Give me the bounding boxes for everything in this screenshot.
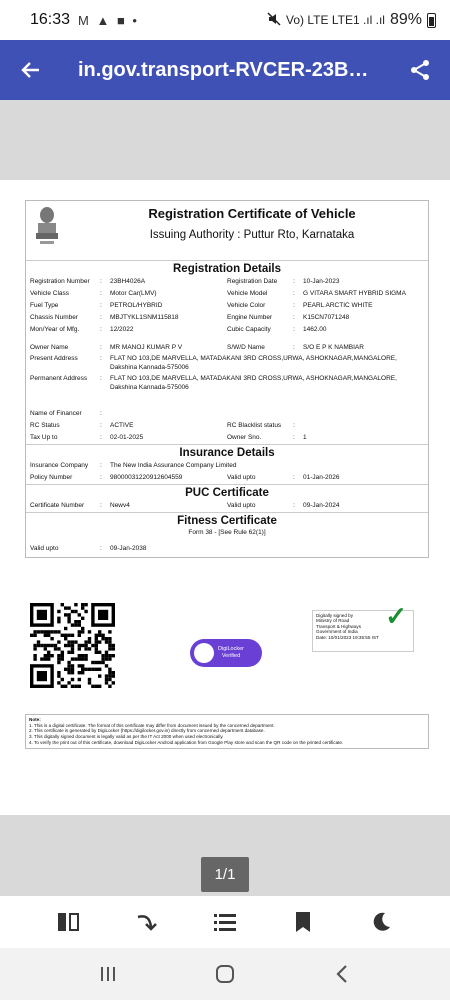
puc-row: Certificate Number : Newv4 Valid upto : 09-Jan-2024 [26,500,428,512]
recents-button[interactable] [88,954,128,994]
field-label: Valid upto [227,502,256,509]
battery-percent: 89% [389,11,422,28]
field-value: S/O E P K NAMBIAR [303,344,364,351]
digilocker-verified-badge [190,639,262,667]
digilocker-label: DigiLocker [218,646,244,652]
field-label: Owner Name [30,344,69,351]
qr-code-icon [30,603,115,688]
book-icon [57,911,81,933]
back-button[interactable] [0,40,60,100]
field-label: Fuel Type [30,302,59,309]
jump-icon [135,910,159,934]
table-row: Mon/Year of Mfg. : 12/2022 Cubic Capacity : 1462.00 [26,324,428,336]
fitness-form-ref: Form 38 - [See Rule 62(1)] [188,529,266,536]
owner-name: MR MANOJ KUMAR P V [110,344,183,351]
note-line: 1. This is a digital certificate. The format of this certificate may differ from document issued by the concerned department. [29,722,275,728]
field-value: 09-Jan-2024 [303,502,340,509]
bookmark-icon [294,911,312,933]
field-label: S/W/D Name [227,344,265,351]
go-to-page-button[interactable] [127,902,167,942]
field-value: 1462.00 [303,326,327,333]
signature-line: Digitally signed by [316,613,354,618]
battery-icon [427,13,436,28]
arrow-left-icon [19,59,41,81]
share-button[interactable] [390,40,450,100]
field-label: Present Address [30,355,78,362]
field-value: 23BH4026A [110,278,146,285]
checkmark-icon: ✓ [385,601,407,631]
field-label: Name of Financer [30,410,82,417]
registration-rows [26,276,428,444]
list-icon [213,912,237,932]
field-label: Permanent Address [30,375,88,382]
field-label: Mon/Year of Mfg. [30,326,80,333]
field-value [303,420,424,432]
system-nav-bar [0,948,450,1000]
field-label: Cubic Capacity [227,326,271,333]
field-value: 1 [303,434,307,441]
signature-date: Date: 10/01/2023 19:35:55 IST [316,634,379,640]
financer-row: Name of Financer : [26,408,428,420]
fitness-certificate-heading: Fitness Certificate [26,512,428,528]
viewer-toolbar [0,896,450,948]
registration-details-heading: Registration Details [173,263,281,275]
field-label: Registration Date [227,278,278,285]
field-label: Insurance Company [30,462,89,469]
fitness-row: Valid upto : 09-Jan-2038 [26,543,428,557]
permanent-address: FLAT NO 103,DE MARVELLA, MATADAKANI 3RD CROSS,URWA, ASHOKNAGAR,MANGALORE, Dakshina Kannada-575006 [110,375,397,391]
night-mode-button[interactable] [361,902,401,942]
policy-row: Policy Number : 98000031220912604559 Valid upto : 01-Jan-2026 [26,472,428,484]
field-value: PEARL ARCTIC WHITE [303,302,373,309]
permanent-address-row: Permanent Address : FLAT NO 103,DE MARVELLA, MATADAKANI 3RD CROSS,URWA, ASHOKNAGAR,MANGALORE, Dakshina Kannada-575006 [26,374,428,392]
reading-mode-button[interactable] [49,902,89,942]
status-bar [0,0,450,40]
pdf-page[interactable] [0,180,450,815]
policy-number: 98000031220912604559 [110,474,183,481]
field-label: Vehicle Color [227,302,266,309]
table-row: Vehicle Class : Motor Car(LMV) Vehicle Model : G VITARA SMART HYBRID SIGMA [26,288,428,300]
home-icon [215,964,235,984]
field-label: Policy Number [30,474,73,481]
puc-certificate-heading: PUC Certificate [26,484,428,500]
owner-row: Owner Name : MR MANOJ KUMAR P V S/W/D Name : S/O E P K NAMBIAR [26,342,428,354]
certificate [25,200,429,558]
field-label: RC Status [30,422,60,429]
field-value: 09-Jan-2038 [110,545,147,552]
share-icon [409,59,431,81]
mute-icon [267,12,281,29]
field-label: Vehicle Class [30,290,70,297]
certificate-header [26,201,428,261]
notification-icons: M ▲ ■ • [78,12,139,28]
field-label: Valid upto [227,474,256,481]
field-label: Owner Sno. [227,434,262,441]
field-value: MBJTYKL1SNM115818 [110,314,179,321]
status-row: RC Status : ACTIVE RC Blacklist status : [26,420,428,432]
issuing-authority: Issuing Authority : Puttur Rto, Karnataka [149,229,355,241]
note-line: 2. This certificate is generated by DigiLocker (https://digilocker.gov.in) directly from concerned department database. [29,728,265,734]
field-label: RC Blacklist status [227,422,282,429]
back-nav-button[interactable] [322,954,362,994]
verified-label: Verified [221,653,241,659]
outline-button[interactable] [205,902,245,942]
field-value: 12/2022 [110,326,134,333]
present-address: FLAT NO 103,DE MARVELLA, MATADAKANI 3RD CROSS,URWA, ASHOKNAGAR,MANGALORE, Dakshina Kannada-575006 [110,355,397,371]
field-value: Motor Car(LMV) [110,290,157,297]
insurance-company-row: Insurance Company : The New India Assurance Company Limited [26,460,428,472]
tax-row: Tax Up to : 02-01-2025 Owner Sno. : 1 [26,432,428,444]
national-emblem-icon [32,205,62,251]
table-row: Registration Number : 23BH4026A Registration Date : 10-Jan-2023 [26,276,428,288]
chevron-left-icon [335,964,349,984]
signature-line: Government of India [316,629,358,635]
present-address-row: Present Address : FLAT NO 103,DE MARVELLA, MATADAKANI 3RD CROSS,URWA, ASHOKNAGAR,MANGALORE, Dakshina Kannada-575006 [26,354,428,372]
insurance-company: The New India Assurance Company Limited [110,462,237,469]
field-value: G VITARA SMART HYBRID SIGMA [303,290,406,297]
status-time: 16:33 [30,11,71,28]
signature-line: Ministry of Road [316,618,350,624]
note-title: Note: [29,717,41,722]
home-button[interactable] [205,954,245,994]
table-row: Fuel Type : PETROL/HYBRID Vehicle Color : PEARL ARCTIC WHITE [26,300,428,312]
table-row: Chassis Number : MBJTYKL1SNM115818 Engine Number : K15CN7071248 [26,312,428,324]
note-line: 4. To verify the print out of this certificate, download DigiLocker Android application from Google Play store and scan the QR code on the printed certificate. [29,739,344,745]
note-line: 3. This digitally signed document is legally valid as per the IT Act 2000 when used electronically. [29,734,224,740]
moon-icon [370,911,392,933]
page-title: in.gov.transport-RVCER-23B… [78,58,369,81]
field-value: PETROL/HYBRID [110,302,163,309]
digital-signature [312,601,414,652]
field-label: Engine Number [227,314,273,321]
rc-status: ACTIVE [110,422,134,429]
recents-icon [99,966,117,982]
field-value: Newv4 [110,502,130,509]
network-indicator: Vo) LTE LTE1 .ıl .ıl [286,13,385,27]
field-value: 01-Jan-2026 [303,474,340,481]
certificate-title: Registration Certificate of Vehicle [148,206,356,221]
field-label: Chassis Number [30,314,79,321]
field-label: Vehicle Model [227,290,268,297]
certificate-note [25,714,429,749]
app-bar [0,40,450,100]
signature-line: Transport & Highways [316,623,362,629]
field-value [110,408,227,420]
status-right [267,11,436,29]
insurance-details-heading: Insurance Details [26,444,428,460]
bookmark-button[interactable] [283,902,323,942]
field-label: Tax Up to [30,434,58,441]
field-label: Valid upto [30,545,59,552]
field-value: 02-01-2025 [110,434,144,441]
field-value: K15CN7071248 [303,314,350,321]
digilocker-logo-icon [194,643,214,663]
field-label: Registration Number [30,278,90,285]
page-indicator: 1/1 [201,857,249,892]
field-value: 10-Jan-2023 [303,278,340,285]
field-label: Certificate Number [30,502,85,509]
